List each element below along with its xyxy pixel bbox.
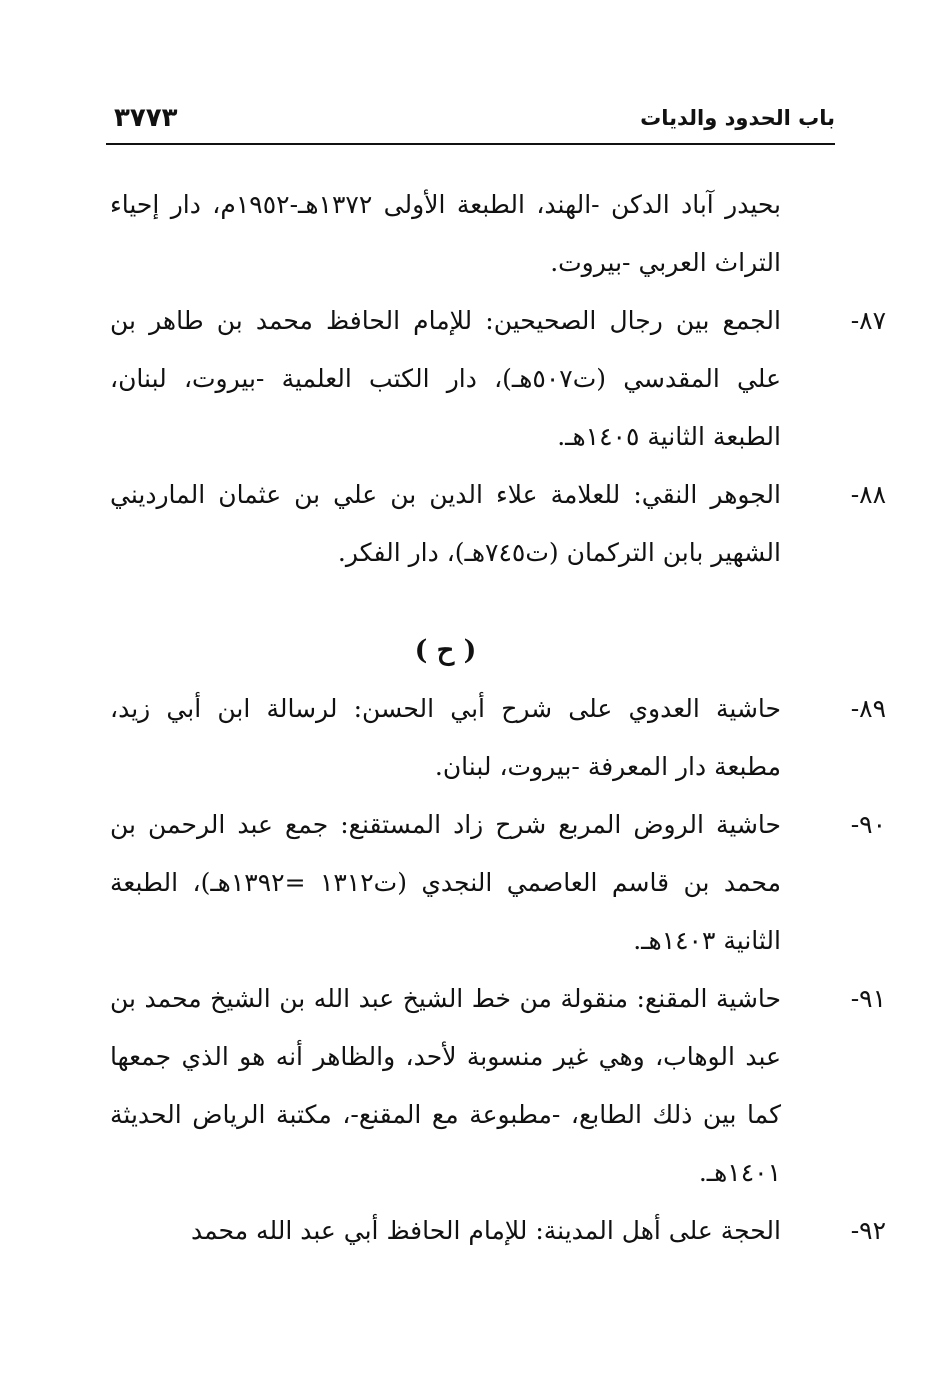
running-title: باب الحدود والديات	[640, 106, 835, 130]
list-item	[110, 796, 886, 970]
entry-number: ٩٢-	[850, 1216, 886, 1245]
entry-text: حاشية الروض المربع شرح زاد المستقنع: جمع عبد الرحمن بن محمد بن قاسم العاصمي النجدي (ت١٣١٢ =١٣٩٢هـ)، الطبعة الثانية ١٤٠٣هـ.	[110, 810, 781, 955]
list-item	[110, 466, 886, 582]
entry-text: الجمع بين رجال الصحيحين: للإمام الحافظ محمد بن طاهر بن علي المقدسي (ت٥٠٧هـ)، دار الكتب العلمية -بيروت، لبنان، الطبعة الثانية ١٤٠٥هـ.	[110, 306, 781, 451]
page-header	[114, 96, 835, 140]
list-item	[110, 970, 886, 1202]
entry-text: الحجة على أهل المدينة: للإمام الحافظ أبي عبد الله محمد	[190, 1216, 781, 1245]
entry-number: ٨٨-	[850, 480, 886, 509]
list-item	[110, 680, 886, 796]
entry-text: حاشية المقنع: منقولة من خط الشيخ عبد الله بن الشيخ محمد بن عبد الوهاب، وهي غير منسوبة لأحد، والظاهر أنه هو الذي جمعها كما بين ذلك الطابع، -مطبوعة مع المقنع-، مكتبة الرياض الحديثة ١٤٠١هـ.	[110, 984, 781, 1187]
entry-number: ٩٠-	[850, 810, 886, 839]
list-item	[110, 292, 886, 466]
entry-number: ٨٧-	[850, 306, 886, 335]
bibliography-list	[110, 176, 886, 1260]
page-number: ٣٧٧٣	[114, 103, 178, 133]
list-item	[110, 1202, 886, 1260]
entry-number: ٩١-	[850, 984, 886, 1013]
entry-number: ٨٩-	[850, 694, 886, 723]
entry-text: حاشية العدوي على شرح أبي الحسن: لرسالة ابن أبي زيد، مطبعة دار المعرفة -بيروت، لبنان.	[110, 694, 781, 781]
header-divider	[106, 143, 835, 145]
continued-entry-text: بحيدر آباد الدكن -الهند، الطبعة الأولى ١٣٧٢هـ-١٩٥٢م، دار إحياء التراث العربي -بيروت.	[110, 190, 781, 277]
section-heading: ( ح )	[414, 635, 477, 666]
entry-text: الجوهر النقي: للعلامة علاء الدين بن علي بن عثمان المارديني الشهير بابن التركمان (ت٧٤٥هـ)، دار الفكر.	[110, 480, 781, 567]
